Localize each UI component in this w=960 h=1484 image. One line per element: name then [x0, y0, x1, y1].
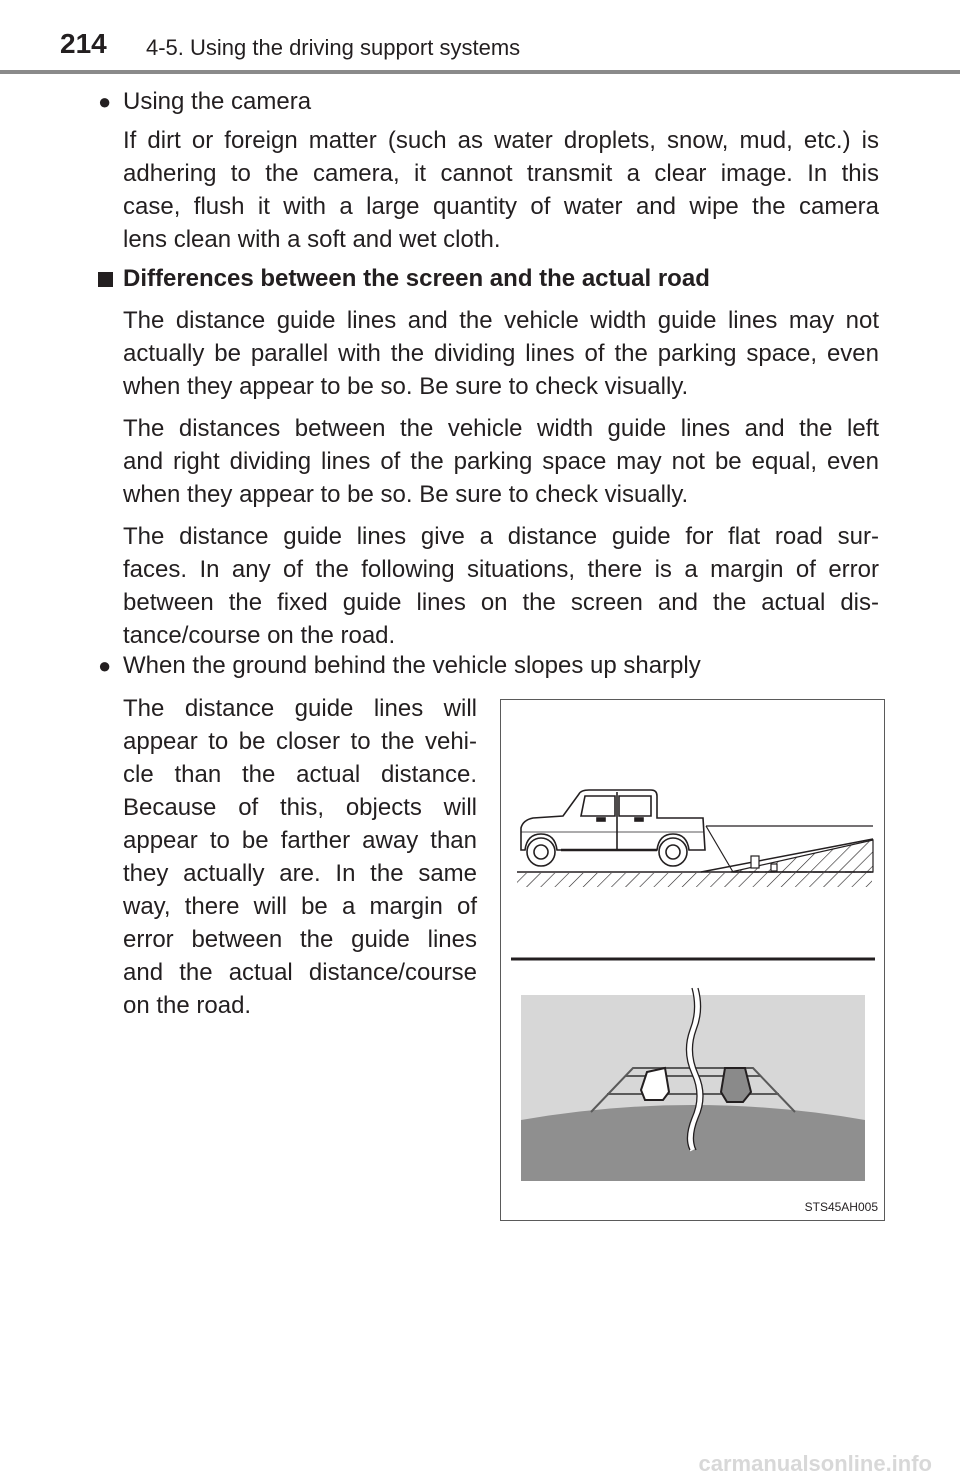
object-far — [721, 1068, 751, 1102]
camera-screen-view — [521, 988, 865, 1181]
slope-line-8: error between the guide lines — [123, 926, 477, 953]
slope-line-4: Because of this, objects will — [123, 794, 477, 821]
differences-p1-line-1: The distance guide lines and the vehicle width guide lines may not — [123, 307, 879, 334]
header-rule — [0, 70, 960, 74]
side-view-scene — [517, 790, 873, 887]
slope-line-5: appear to be farther away than — [123, 827, 477, 854]
differences-p3-line-1: The distance guide lines give a distance guide for flat road sur- — [123, 523, 879, 550]
differences-p2-line-1: The distances between the vehicle width guide lines and the left — [123, 415, 879, 442]
differences-p1-line-2: actually be parallel with the dividing lines of the parking space, even — [123, 340, 879, 367]
slope-line-9: and the actual distance/course — [123, 959, 477, 986]
page-number: 214 — [60, 28, 107, 59]
chapter-title: 4-5. Using the driving support systems — [146, 35, 521, 60]
slope-illustration — [500, 699, 885, 1221]
slope-heading: When the ground behind the vehicle slopes up sharply — [123, 652, 701, 679]
front-hub — [534, 845, 548, 859]
rear-hub — [666, 845, 680, 859]
differences-p2-line-2: and right dividing lines of the parking space may not be equal, even — [123, 448, 879, 475]
slope-line-1: The distance guide lines will — [123, 695, 477, 722]
camera-line-2: adhering to the camera, it cannot transmit a clear image. In this — [123, 160, 879, 187]
door-handle-front — [597, 818, 605, 821]
slope-line-3: cle than the actual distance. — [123, 761, 477, 788]
slope-line-10: on the road. — [123, 992, 252, 1019]
watermark: carmanualsonline.info — [698, 1451, 932, 1476]
view-lower-line — [706, 826, 733, 872]
camera-heading: Using the camera — [123, 88, 312, 115]
camera-line-1: If dirt or foreign matter (such as water droplets, snow, mud, etc.) is — [123, 127, 879, 154]
bullet-icon: ● — [98, 89, 112, 114]
illustration-svg — [501, 700, 884, 1220]
differences-p2-line-3: when they appear to be so. Be sure to check visually. — [123, 481, 689, 508]
truck-window-rear — [619, 796, 651, 816]
figure-code: STS45AH005 — [804, 1200, 878, 1214]
slope-line-7: way, there will be a margin of — [123, 893, 477, 920]
page-header — [0, 0, 960, 78]
camera-line-4: lens clean with a soft and wet cloth. — [123, 226, 501, 253]
pickup-truck — [521, 790, 705, 866]
differences-p1-line-3: when they appear to be so. Be sure to check visually. — [123, 373, 689, 400]
door-handle-rear — [635, 818, 643, 821]
differences-p3-line-4: tance/course on the road. — [123, 622, 396, 649]
slope-line-6: they actually are. In the same — [123, 860, 477, 887]
ground-hatch — [517, 873, 872, 887]
differences-heading: Differences between the screen and the actual road — [123, 265, 710, 292]
square-bullet-icon — [98, 272, 113, 287]
differences-p3-line-2: faces. In any of the following situations, there is a margin of error — [123, 556, 879, 583]
differences-p3-line-3: between the fixed guide lines on the screen and the actual dis- — [123, 589, 879, 616]
truck-window-front — [581, 796, 615, 816]
bullet-icon: ● — [98, 653, 112, 678]
camera-line-3: case, flush it with a large quantity of water and wipe the camera — [123, 193, 879, 220]
slope-marker — [751, 856, 759, 868]
slope-line-2: appear to be closer to the vehi- — [123, 728, 477, 755]
ground-marker — [771, 864, 777, 871]
